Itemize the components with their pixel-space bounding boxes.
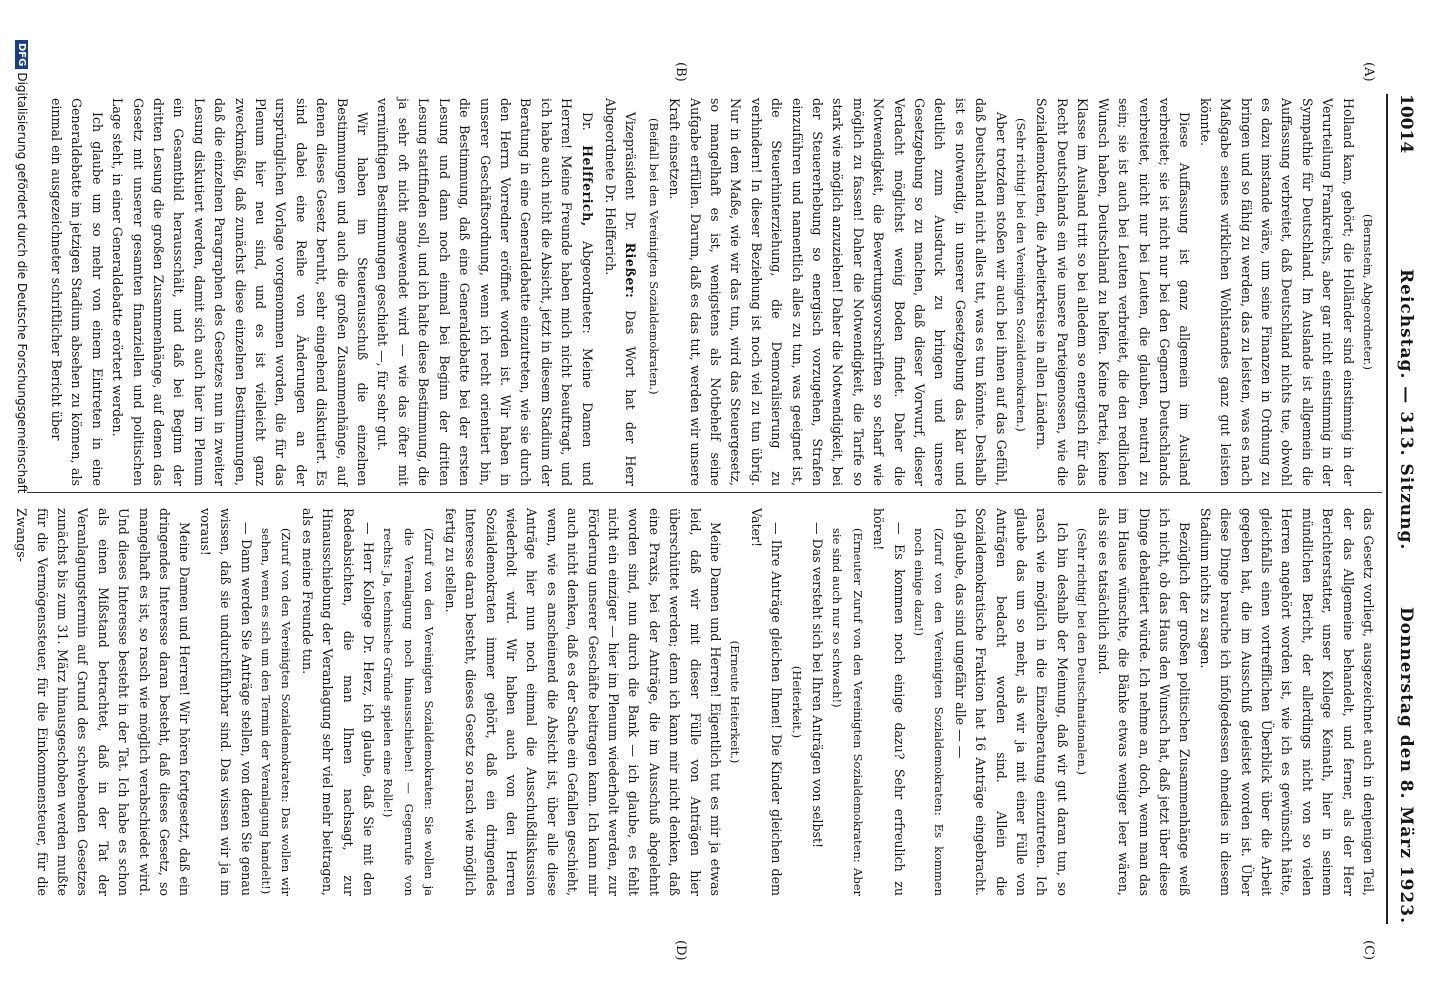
interjection: (Zuruf von den Vereinigten Sozialdemokraten: Es kommen noch einige dazu!)	[912, 528, 947, 896]
speaker-name: Helfferich,	[579, 145, 595, 227]
paragraph: Ich bin deshalb der Meinung, daß wir gut daran tun, so rasch wie möglich in die Einzelberatung einzutreten. Ich glaube das um so mehr, als wir ja mit einer Fülle von Anträgen bedacht worden sind. Allein die Sozialdemokratische Fraktion hat 16 Anträge eingebracht. Ich glaube, das sind ungefähr alle — —	[952, 508, 1070, 896]
paragraph: Meine Damen und Herren! Eigentlich tut es mir ja etwas leid, daß wir mit dieser Fülle von Anträgen hier überschüttet werden; denn ich kann mir nicht denken, daß eine Praxis, bei der Anträge, die im Ausschuß abgelehnt worden sind, nun durch die Bank — ich glaube, es fehlt nicht ein einziger — hier im Plenum wiederholt werden, zur Förderung unserer Geschäfte beitragen kann. Ich kann mir auch nicht denken, daß es der Sache ein Gefallen geschieht, wenn, wie es anscheinend die Absicht ist, über alle diese Anträge hier nun noch einmal die Ausschußdiskussion wiederholt wird. Wir haben auch von den Herren Sozialdemokraten immer gehört, daß ein dringendes Interesse daran besteht, dieses Gesetz so rasch wie möglich fertig zu stellen.	[442, 508, 723, 896]
interjection: (Sehr richtig! bei den Vereinigten Sozialdemokraten.)	[1014, 118, 1029, 432]
paragraph: — Dann werden Sie Anträge stellen, von denen Sie genau wissen, daß sie undurchführbar sind. Das wissen wir ja im voraus!	[197, 508, 254, 896]
speech-text: Das Wort hat der Herr Abgeordnete Dr. Helfferich.	[602, 98, 639, 486]
right-column	[14, 508, 1378, 896]
speaker-paragraph	[372, 98, 596, 486]
paragraph: das Gesetz vorliegt, ausgezeichnet auch in denjenigen Teil, der das Allgemeine behandelt, und ferner, als der Herr Berichterstatter, unser Kollege Keinath, hier in seinem mündlichen Bericht, der allerdings nicht von so vielen Herren angehört worden ist, wie ich es gewünscht hätte, gleichfalls einen vortrefflichen Überblick über die Arbeit gegeben hat, die im Ausschuß geleistet worden ist. Über diese Dinge brauche ich infolgedessen ohnedies in diesem Stadium nichts zu sagen.	[1197, 508, 1376, 896]
digitization-credit	[7, 40, 29, 960]
header-title: Reichstag. — 313. Sitzung.	[1396, 269, 1416, 551]
paragraph: — Es kommen noch einige dazu? Sehr erfreulich zu hören!	[871, 508, 907, 896]
interjection: (Erneuter Zuruf von den Vereinigten Sozialdemokraten: Aber sie sind auch nur so schwach!)	[830, 528, 865, 896]
margin-marker-d: (D)	[673, 940, 688, 961]
paragraph: Meine Damen und Herren! Wir hören fortgesetzt, daß ein dringendes Interesse daran besteht, daß dieses Gesetz, so mangelhaft es ist, so rasch wie möglich verabschiedet wird. Und dieses Interesse besteht in der Tat. Ich habe es schon als einen Mißstand betrachtet, daß in der Tat der Veranlagungstermin auf Grund des schwebenden Gesetzes zunächst bis zum 31. März hinausgeschoben werden mußte für die Vermögenssteuer, für die Einkommensteuer, für die Zwangs-	[14, 508, 193, 896]
paragraph: Wir haben im Steuerausschuß die einzelnen Bestimmungen und auch die großen Zusammenhänge, auf denen dieses Gesetz beruht, sehr eingehend diskutiert. Es sind dabei eine Reihe von Änderungen an der ursprünglichen Vorlage vorgenommen worden, die für das Plenum hier neu sind, und es ist vielleicht ganz zweckmäßig, daß zunächst diese einzelnen Bestimmungen, daß die einzelnen Paragraphen des Gesetzes nun in zweiter Lesung diskutiert werden, damit sich auch hier im Plenum ein Gesamtbild herausschält, und daß bei Beginn der dritten Lesung die großen Zusammenhänge, auf denen das Gesetz mit unserer gesamten finanziellen und politischen Lage steht, in einer Generaldebatte erörtert werden.	[110, 98, 371, 486]
dfg-logo: DFG	[15, 40, 28, 69]
page-header	[1390, 94, 1416, 924]
left-column	[28, 98, 1378, 486]
paragraph: — Ihre Anträge gleichen Ihnen! Die Kinder gleichen dem Vater!	[748, 508, 785, 896]
header-rule	[1386, 94, 1388, 924]
speaker-label: Dr.	[579, 112, 595, 131]
column-divider	[27, 492, 1382, 493]
header-date: Donnerstag den 8. März 1923.	[1396, 606, 1416, 924]
interjection: (Erneute Heiterkeit.)	[728, 640, 743, 764]
speaker-note: (Bernstein, Abgeordneter.)	[1361, 213, 1375, 370]
speech-text: Abgeordneter: Meine Damen und Herren! Meine Freunde haben mich nicht beauftragt, und ich habe auch nicht die Absicht, jetzt in diesem Stadium der Beratung in eine Generaldebatte einzutreten, wie sie durch den Herrn Vorredner eröffnet worden ist. Wir haben in unserer Geschäftsordnung, wenn ich recht orientiert bin, die Bestimmung, daß eine Generaldebatte bei der ersten Lesung und dann noch einmal bei Beginn der dritten Lesung stattfinden soll, und ich halte diese Bestimmung, die ja sehr oft nicht angewendet wird — wie das öfter mit vernünftigen Bestimmungen geschieht —, für sehr gut.	[375, 98, 595, 486]
margin-marker-a: (A)	[1361, 62, 1376, 82]
credit-text: Digitalisierung gefördert durch die Deutsche Forschungsgemeinschaft	[15, 72, 29, 494]
interjection: (Zuruf von den Vereinigten Sozialdemokraten: Das wollen wir sehen, wenn es sich um den Termin der Veranlagung handelt!)	[259, 528, 294, 896]
margin-marker-b: (B)	[673, 62, 688, 82]
paragraph: Ich glaube um so mehr von einem Eintreten in eine Generaldebatte im jetzigen Stadium absehen zu können, als einmal ein ausgezeichneter schriftlicher Bericht über	[49, 98, 105, 486]
interjection: (Zuruf von den Vereinigten Sozialdemokraten: Sie wollen ja die Veranlagung noch hinausschieben! — Gegenrufe von rechts: Ja, technische Gründe spielen eine Rolle!)	[381, 528, 437, 896]
margin-marker-c: (C)	[1361, 940, 1376, 961]
paragraph: — Herr Kollege Dr. Herz, ich glaube, daß Sie mit den Redeabsichten, die man Ihnen nachsagt, zur Hinausschiebung der Veranlagung sehr viel mehr beitragen, als es meine Freunde tun.	[299, 508, 377, 896]
speaker-name: Rießer:	[623, 242, 639, 299]
paragraph: Aber trotzdem stoßen wir auch bei ihnen auf das Gefühl, daß Deutschland nicht alles tut, was es tun könnte. Deshalb ist es notwendig, in unserer Gesetzgebung das klar und deutlich zum Ausdruck zu bringen und unsere Gesetzgebung so zu machen, daß dieser Vorwurf, dieser Verdacht möglichst wenig Boden findet. Daher die Notwendigkeit, die Bewertungsvorschriften so scharf wie möglich zu fassen! Daher die Notwendigkeit, die Tarife so stark wie möglich anzuziehen! Daher die Notwendigkeit, bei der Steuererhebung so energisch vorzugehen, Strafen einzuführen und namentlich alles zu tun, was geeignet ist, die Steuerhinterziehung, die Demoralisierung zu verhindern! In dieser Beziehung ist noch viel zu tun übrig. Nur in dem Maße, wie wir das tun, wird das Steuergesetz, so mangelhaft es ist, wenigstens als Notbehelf seine Aufgabe erfüllen. Darum, daß es das tut, werden wir unsere Kraft einsetzen.	[667, 98, 1009, 486]
paragraph: — Das versteht sich bei Ihren Anträgen von selbst!	[810, 522, 826, 849]
paragraph: Diese Auffassung ist ganz allgemein im Ausland verbreitet; sie ist nicht nur bei den Gegnern Deutschlands verbreitet, nicht nur bei Leuten, die glauben, neutral zu sein; sie ist auch bei Leuten verbreitet, die den redlichen Wunsch haben, Deutschland zu helfen. Keine Partei, keine Klasse im Ausland tritt so bei alledem so energisch für das Recht Deutschlands ein wie unsere Parteigenossen, wie die Sozialdemokraten, die Arbeiterkreise in allen Ländern.	[1034, 98, 1193, 486]
paragraph: Holland kam, gehört; die Holländer sind einstimmig in der Verurteilung Frankreichs, aber gar nicht einstimmig in der Sympathie für Deutschland. Im Auslande ist allgemein die Auffassung verbreitet, daß Deutschland nichts tue, obwohl es dazu imstande wäre, um seine Finanzen in Ordnung zu bringen und so fähig zu werden, das zu leisten, was es nach Maßgabe seines wirklichen Wohlstandes ganz gut leisten könnte.	[1197, 98, 1356, 486]
interjection: (Sehr richtig! bei den Deutschnationalen.)	[1075, 528, 1090, 776]
interjection: (Beifall bei den Vereinigten Sozialdemokraten.)	[646, 118, 661, 395]
speaker-paragraph	[600, 98, 641, 486]
paragraph: Bezüglich der großen politischen Zusammenhänge weiß ich nicht, ob das Haus den Wunsch hat, daß jetzt über diese Dinge debattiert würde. Ich nehme an, doch, wenn man das im Hause wünschte, die Bänke etwas weniger leer wären, als sie es tatsächlich sind.	[1095, 508, 1193, 896]
speaker-label: Vizepräsident Dr.	[623, 112, 639, 231]
page-number: 10014	[1396, 94, 1416, 154]
interjection: (Heiterkeit.)	[789, 665, 804, 739]
